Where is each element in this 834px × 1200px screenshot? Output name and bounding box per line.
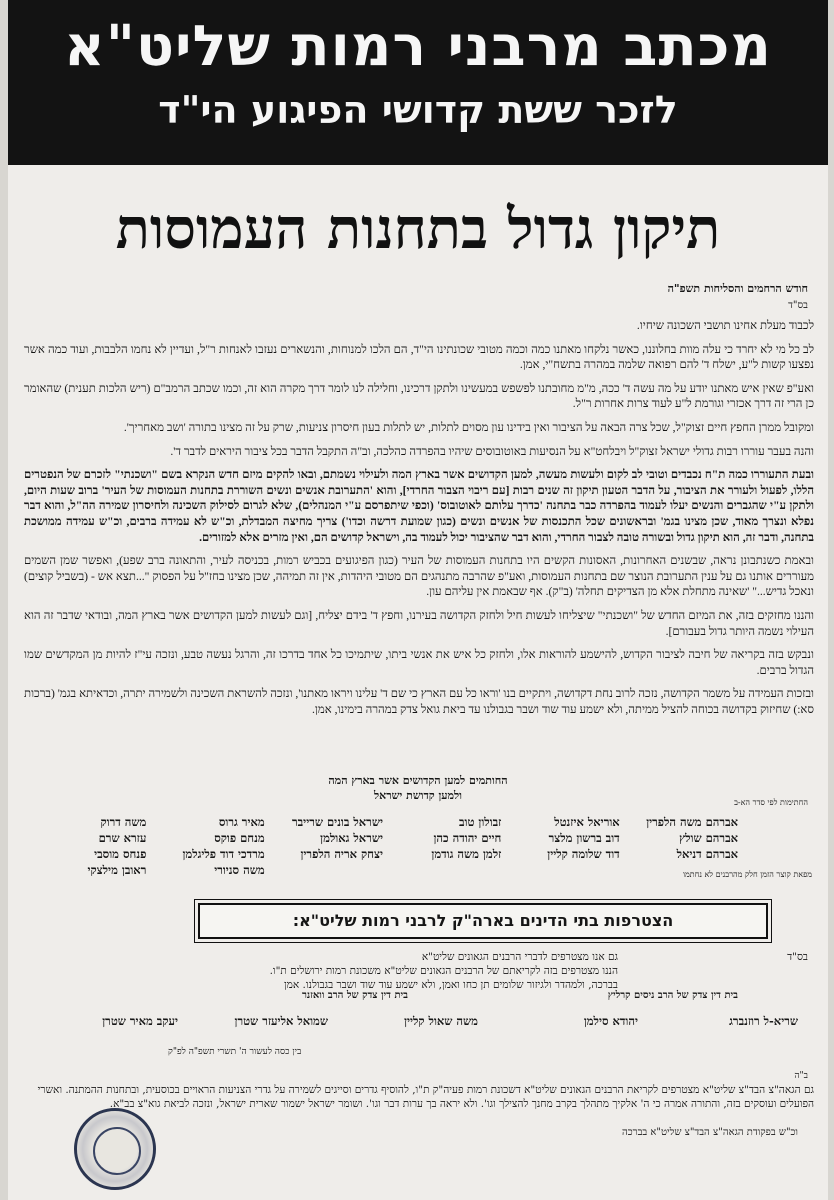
letter-paragraph: והנה בעבר עוררו רבות גדולי ישראל זצוק"ל ויבלחט"א על הנסיעות באוטובוסים שיהיו בהפרדה כהלכה, וב"ה התקבל הדבר בכל ציבור היראים לדבר ד'. xyxy=(170,444,814,458)
signer-name: פנחס מוסבי xyxy=(94,847,147,861)
court-signer: יהודא סילמן xyxy=(583,1014,638,1028)
signer-name: עזרא שרם xyxy=(98,831,147,845)
signers-footnote: מפאת קוצר הזמן חלק מהרבנים לא נחתמו xyxy=(682,870,812,879)
banner-title: מכתב מרבני רמות שליט"א xyxy=(64,14,772,79)
signer-name: יצחק אריה הלפרין xyxy=(300,847,383,861)
join-bsd-mark: בס"ד xyxy=(787,951,808,963)
letter-paragraph: והננו מחזקים בזה, את המיזם החדש של "ושכנתי" שיצליחו לעשות חיל ולחזק הקדושה בעירנו, וחפץ ד' בידם יצליח, [וגם לעשות למען הקדושים אשר בארץ המה, ובודאי שדבר זה הוא העילוי נשמה היותר גדול בעבורם]. xyxy=(24,608,814,638)
court-signer: יעקב מאיר שטרן xyxy=(102,1014,178,1028)
bsd-mark: בס"ד xyxy=(788,300,808,311)
signers-grid xyxy=(38,815,738,877)
signers-heading xyxy=(8,773,828,803)
bh-mark: ב"ה xyxy=(794,1071,808,1081)
signer-name xyxy=(393,863,501,877)
courts-join-text xyxy=(18,950,808,992)
header-banner xyxy=(8,0,828,165)
signer-name: מרדכי דוד פליגלמן xyxy=(182,847,265,861)
signer-name: משה סניורי xyxy=(214,863,265,877)
court-signer: שמואל אליעזר שטרן xyxy=(234,1014,328,1028)
letter-paragraph: לכבוד מעלת אחינו תושבי השכונה שיחיו. xyxy=(636,319,814,332)
signer-name: חיים יהודה כהן xyxy=(433,831,502,845)
join-line: בברכה, ולמהדר ולגיזור שלומים תן כחו ואמן, ולא ישמע עוד שוד ושבר בגבולנו. אמן xyxy=(283,979,618,991)
letter-paragraph: ואע"פ שאין איש מאתנו יודע על מה עשה ד' ככה, מ"מ מחובתנו לפשפש במעשינו ולתקן דרכינו, וחלילה לנו לומר דרך מקרה הוא זה, וכמו שכתב הרמב"ם (ריש הלכות תענית) שהאומר כן הרי זה דרך אכזרי וגורמת ל"ע לעוד צרות אחרות ר"ל. xyxy=(24,381,814,411)
date-line: חודש הרחמים והסליחות תשפ"ה xyxy=(667,282,808,295)
signer-name: ישראל בונים שרייבר xyxy=(291,815,383,829)
courts-box-title: הצטרפות בתי הדינים בארה"ק לרבני רמות שליט"א: xyxy=(198,903,768,939)
badatz-text: גם הגאה"צ הבד"צ שליט"א מצטרפים לקריאת הרבנים הגאונים שליט"א דשכונת רמות פעיה"ק ת"ו, להוסיף גדרים וסייגים לשמירה על גדרי הצניעות הראויים בכוסעית, ובתחנות ההמתנה. ואשרי הפועלים ועוסקים בזה, והתורה אמרה כי ה' אלקיך מתהלך בקרב מחנך להצילך וגו'. ולא יראה בך ערות דבר וגו'. ושומר ישראל ישמור שארית ישראל, ונזכה לביאת גוא"צ בב"א. xyxy=(37,1084,814,1110)
signer-name: ראובן מילצקי xyxy=(87,863,147,877)
letter-paragraph: לב כל מי לא יחרד כי עלה מוות בחלוננו, כאשר נלקחו מאתנו כמה וכמה מטובי שכונתינו הי"ד, הם הלכו למנוחות, והנשארים נעזבו לאנחות ר"ל, ועדיין לא נחמו הלבבות, ועוד כמה אשר נפצעו קשות ל"ע, ישלח ד' להם רפואה שלמה במהרה בתשח"י, אמן. xyxy=(24,342,814,372)
banner-subtitle: לזכר ששת קדושי הפיגוע הי"ד xyxy=(158,88,678,132)
signer-name: אברהם שולץ xyxy=(679,831,738,845)
signers-order-note: החתימות לפי סדר הא-ב xyxy=(734,798,808,807)
signer-name: משה דרוק xyxy=(100,815,147,829)
join-line: גם אנו מצטרפים לדברי הרבנים הגאונים שליט"א xyxy=(421,951,618,963)
signer-name: זבולון טוב xyxy=(458,815,502,829)
letter-paragraph: ובזכות העמידה על משמר הקדושה, נזכה לרוב נחת דקדושה, ויתקיים בנו 'וראו כל עם הארץ כי שם ד' עלינו ויראו מאתנו', ונזכה להשראת השכינה ולשמירה יתרה, וכדאיתא בגמ' (ברכות סא:) שחיזוק בקדושה בכוחה להציל ממיתה, ולא ישמע עוד שוד ושבר בגבולנו עד ביאת גואל צדק במהרה בימינו, אמן. xyxy=(24,687,814,716)
signer-name: דוב ברשון מלצר xyxy=(548,831,620,845)
signer-name: דוד שלומה קליין xyxy=(547,847,620,861)
signer-name: מנחם פוקס xyxy=(214,831,265,845)
signer-name: זלמן משה גודמן xyxy=(431,847,502,861)
signer-name: אברהם דניאל xyxy=(676,847,738,861)
court-label: בית דין צדק של הרב ניסים קרליץ xyxy=(607,990,738,1001)
signer-name: מאיר גרוס xyxy=(218,815,265,829)
main-title: תיקון גדול בתחנות העמוסות xyxy=(115,196,721,262)
signers-heading-line: ולמען קדושת ישראל xyxy=(374,789,462,802)
letter-body xyxy=(24,318,814,725)
rabbinical-seal-stamp xyxy=(74,1108,156,1190)
signer-name xyxy=(511,863,619,877)
court-date: בין כסה לעשור ה' תשרי תשפ"ה לפ"ק xyxy=(168,1047,302,1057)
poster xyxy=(8,0,828,1200)
letter-paragraph: ומקובל ממרן החפץ חיים זצוק"ל, שכל צרה הבאה על הציבור ואין בידינו עון מסוים לתלות, יש לתלות בעון חיסרון צניעות, שרק על זה מצינו בתורה 'ושב מאחריך'. xyxy=(123,420,814,434)
signer-name xyxy=(275,863,383,877)
signer-name: ישראל גאולמן xyxy=(320,831,383,845)
court-signer: משה שאול קליין xyxy=(404,1014,478,1028)
badatz-signature-line: וכ"ש בפקודת הגאה"צ הבד"צ שליט"א בברכה xyxy=(622,1127,798,1138)
signers-heading-line: החותמים למען הקדושים אשר בארץ המה xyxy=(328,774,508,787)
signer-name: אברהם משה הלפרין xyxy=(646,815,738,829)
court-signer: שריא-ל רוזנברג xyxy=(729,1014,798,1028)
letter-paragraph: ובעת התעוררו כמה ת"ח נכבדים וטובי לב לקום ולעשות מעשה, למען הקדושים אשר בארץ המה ולעילוי נשמתם, ובאו להקים מיזם חדש הנקרא בשם "ושכנתי" לזכרם של הנפטרים הללו, לפעול ולעורר את הציבור, על הדבר הטעון תיקון זה שנים רבות [עם ריבוי הצבור החרדי], והוא 'התערובת אנשים ונשים השוררת בתחנות העמוסות של העיר' ברוב שעות היום, ולתקן ע"י שהגברים והנשים יעלו לעמוד בהפרדה כבר בתחנה 'כדרך עלותם לאוטובוס' (וכפי שיתפרסם ע"י המנהלים), שלא לגרום לסילוק השכינה ולחיסרון שמירה הה"ל, והוא דבר נפלא ונצרך מאוד, שכן מצינו בגמ' ובראשונים שכל התכנסות של אנשים ונשים (כגון שמועת דרשה וכדו') צריך מחיצה המבדלת, וכ"ש לא עמידה ברבים, וכ"ש עמידה ממושכת בתחנה, ודבר זה, הוא תיקון גדול ובשורה טובה לצבור החרדי, והוא דבר שהציבור יכול לעמוד בה, וישראל קדושים הם, ואין מזרים אלא למזורים. xyxy=(24,468,814,544)
join-line: הננו מצטרפים בזה לקריאתם של הרבנים הגאונים שליט"א משכונת רמות ירושלים ת"ו. xyxy=(269,965,618,977)
letter-paragraph: ונבקש בזה בקריאה של חיבה לציבור הקדוש, להישמע להוראות אלו, ולחזק כל איש את אנשי ביתו, שיתמיכו כל אחד בדרכו זה, והרגל נעשה טבע, ונזכה עי"ז להיות מן המקדשים שמו הגדול ברבים. xyxy=(24,648,814,677)
letter-paragraph: ובאמת כשנתבונן נראה, שבשנים האחרונות, האסונות הקשים היו בתחנות העמוסות של העיר (כגון הפיגועים בכביש רמות, בכניסה לעיר, והתאונה ברב שפע), ואפשר שמן השמים מעוררים אותנו גם על ענין התערובת הנוצר שם בתחנות העמוסות, ואע"פ שהרבה מתנהגים הם מטובי היהדות, אין זה תמיהה, שכן מצינו בחז"ל על הפסוק "...תצא אש - (בשביל קוצים) ונאכל גדיש..." 'שאינה מתחלת אלא מן הצדיקים תחלה' (ב"ק). אף שבאמת אין עליהם עון. xyxy=(24,554,814,599)
court-label: בית דין צדק של הרב וואזנר xyxy=(301,990,408,1001)
signer-name: אוריאל איזנטל xyxy=(554,815,620,829)
